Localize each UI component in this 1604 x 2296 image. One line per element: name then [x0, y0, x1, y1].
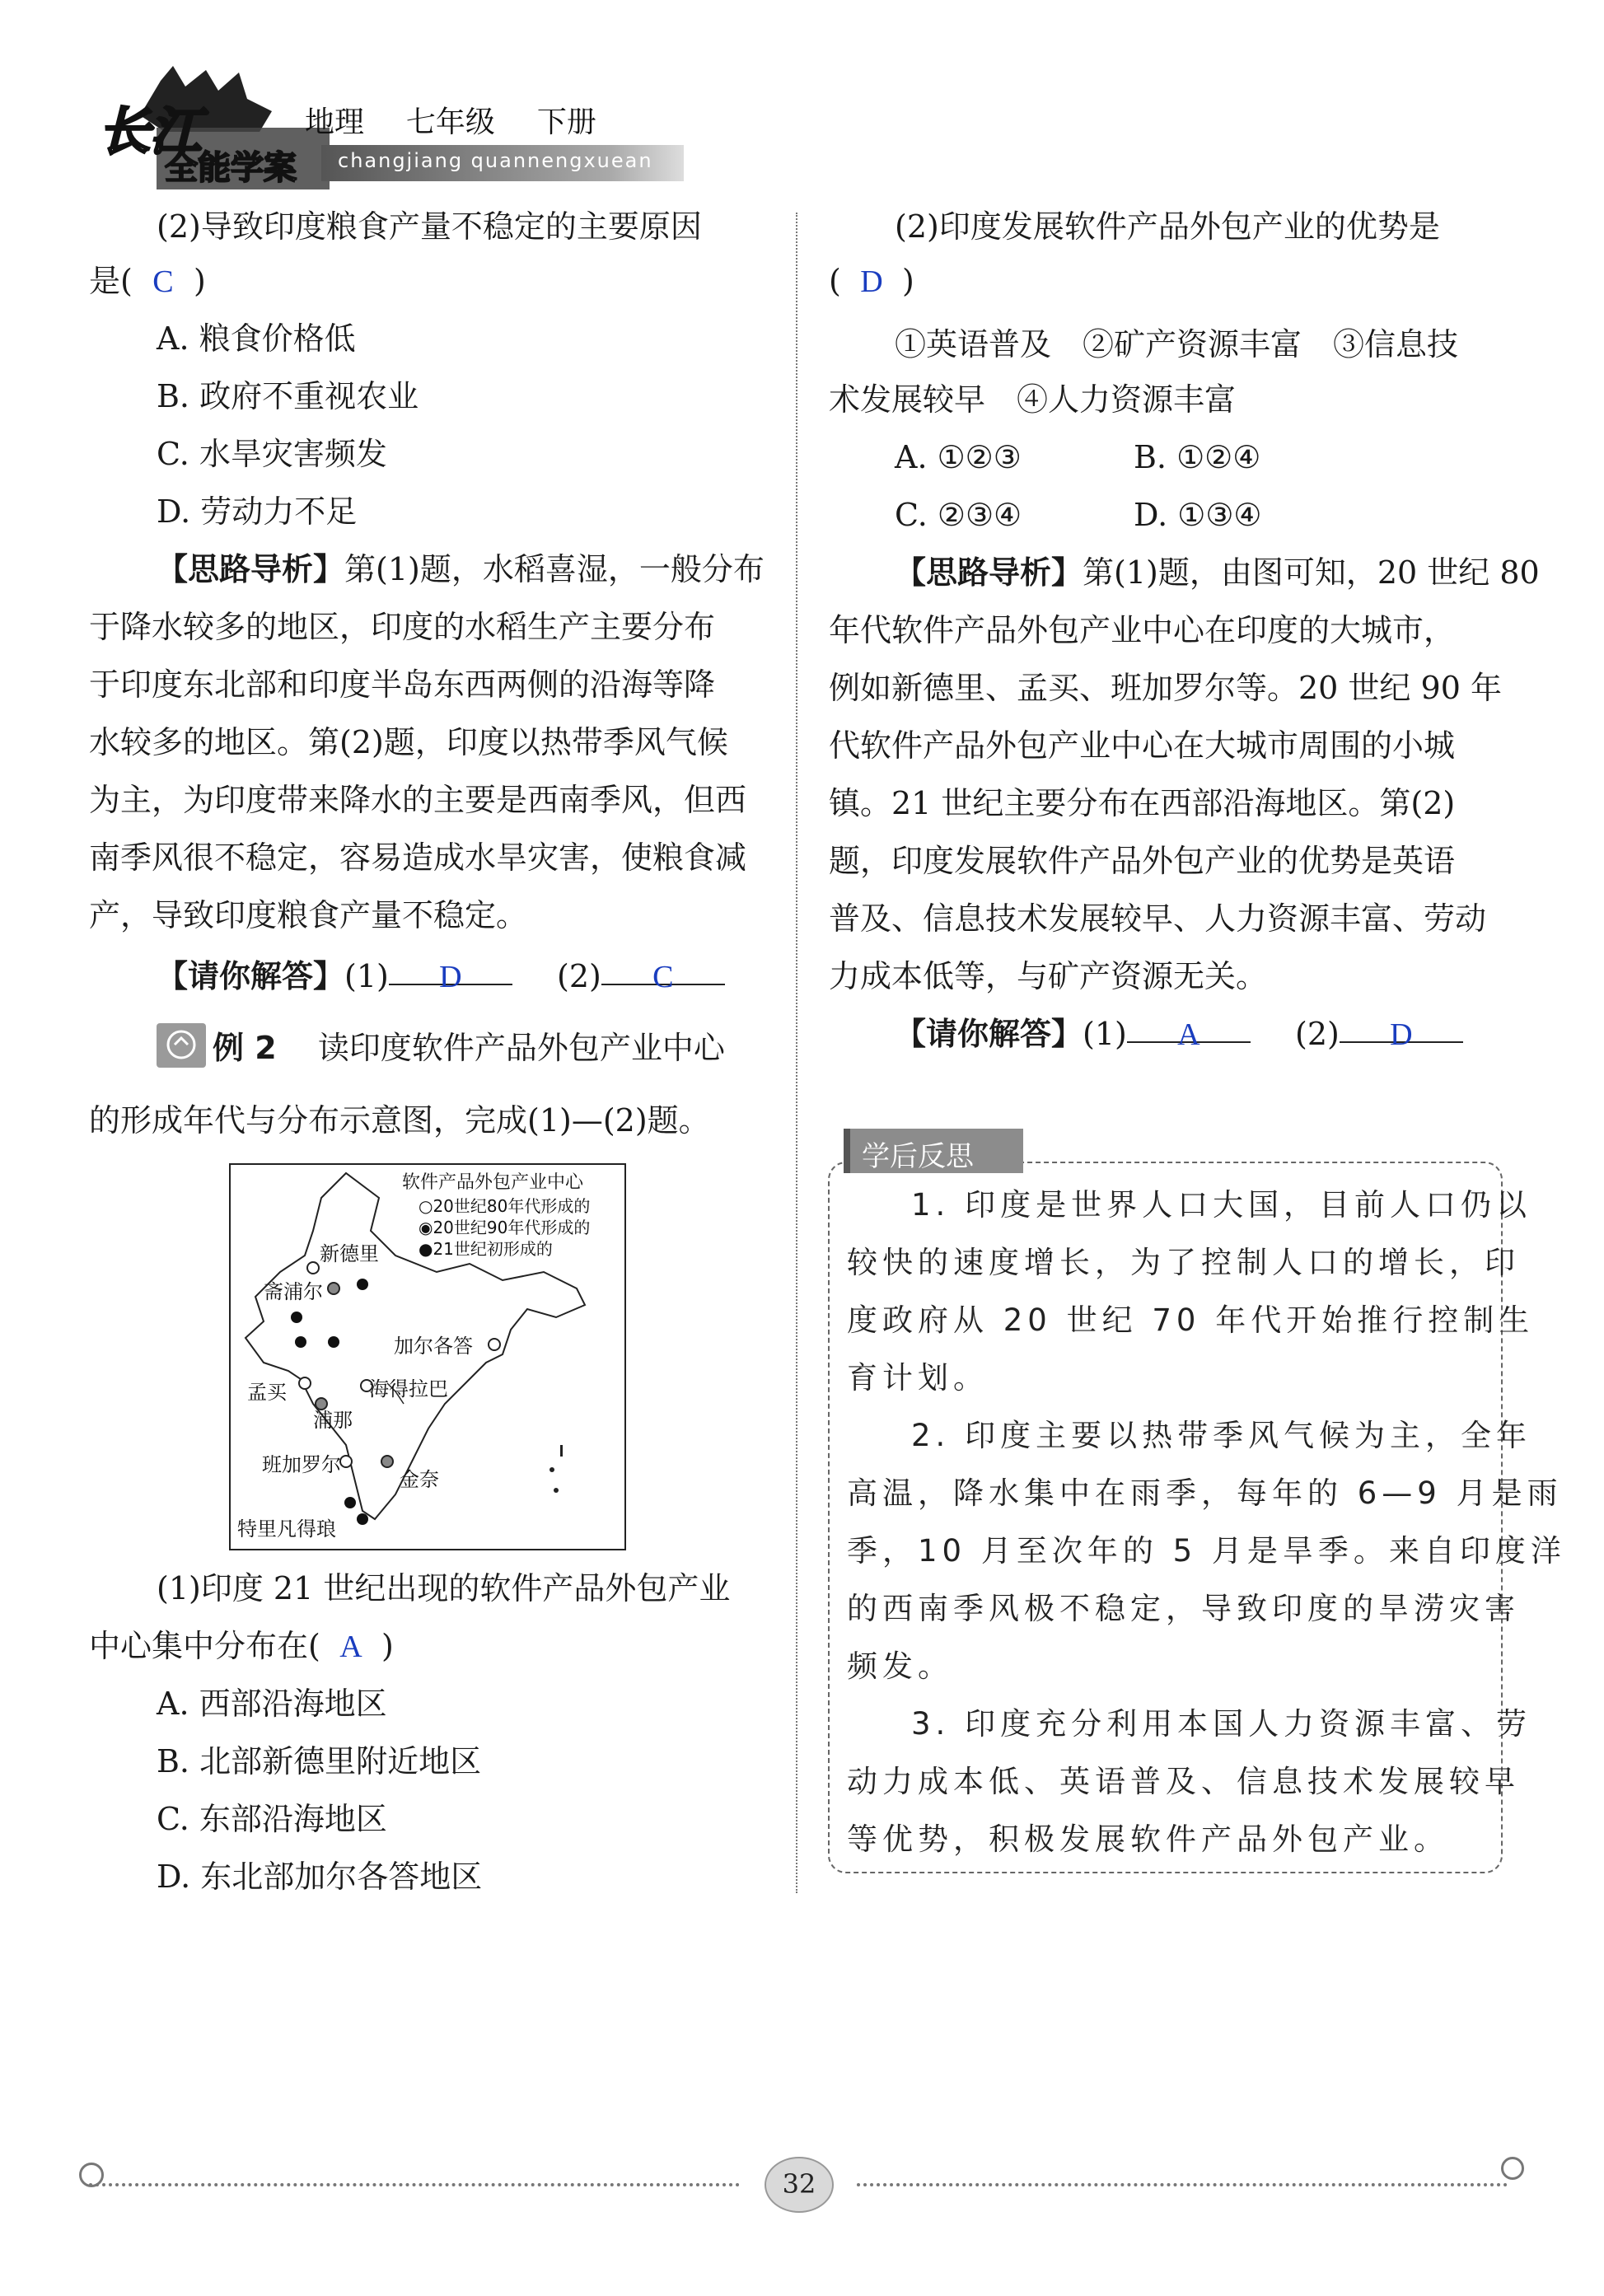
reflection-line0: 1. 印度是世界人口大国，目前人口仍以 — [911, 1187, 1532, 1223]
right-analysis-line5: 题，印度发展软件产品外包产业的优势是英语 — [829, 843, 1456, 879]
map-label-trivandrum: 特里凡得琅 — [237, 1517, 336, 1541]
left-analysis-tag: 【思路导析】 — [157, 551, 345, 587]
city-marker-21c-4 — [328, 1336, 339, 1348]
right-q2-option-d: D. ①③④ — [1134, 497, 1262, 533]
map-label-bangalore: 班加罗尔 — [262, 1453, 341, 1476]
left-q1-option-d: D. 东北部加尔各答地区 — [157, 1859, 483, 1895]
map-label-new-delhi: 新德里 — [320, 1242, 379, 1265]
city-marker-21c-3 — [295, 1336, 306, 1348]
header-grade: 七年级 — [405, 105, 495, 139]
right-q2-stem-line2 — [829, 252, 914, 311]
column-divider — [796, 213, 797, 1893]
footer-ornament-left — [79, 2163, 104, 2187]
right-analysis-line0 — [895, 544, 1540, 601]
header-subject: 地理 — [305, 105, 365, 139]
example-line1 — [213, 1019, 725, 1077]
logo-title: 长江 — [99, 101, 202, 161]
right-analysis-line7: 力成本低等，与矿产资源无关。 — [829, 958, 1268, 994]
right-answer-1-label: (1) — [1083, 1016, 1127, 1052]
header-pinyin: changjiang quannengxuean — [338, 149, 653, 172]
left-answer-1-label: (1) — [344, 958, 389, 994]
left-q1-stem-pre: 中心集中分布在( — [89, 1628, 320, 1664]
city-marker-bangalore — [340, 1456, 352, 1467]
city-marker-chennai — [381, 1456, 393, 1467]
city-marker-jaipur — [328, 1283, 339, 1294]
right-analysis-line1: 年代软件产品外包产业中心在印度的大城市， — [829, 612, 1456, 648]
map-label-mumbai: 孟买 — [247, 1381, 287, 1404]
map-label-kolkata: 加尔各答 — [394, 1335, 473, 1358]
right-q2-option-c: C. ②③④ — [895, 497, 1022, 533]
map-label-jaipur: 斋浦尔 — [264, 1280, 323, 1303]
reflection-line4: 2. 印度主要以热带季风气候为主，全年 — [911, 1418, 1532, 1453]
reflection-line7: 的西南季风极不稳定，导致印度的旱涝灾害 — [847, 1591, 1520, 1626]
right-answer-1: A — [1177, 1017, 1200, 1052]
map-legend-21c: ●21世纪初形成的 — [419, 1239, 553, 1259]
example-label: 例 2 — [213, 1030, 277, 1066]
reflection-title-tab — [844, 1129, 1023, 1173]
left-q1-stem-line1: (1)印度 21 世纪出现的软件产品外包产业 — [157, 1570, 731, 1606]
right-q2-option-b: B. ①②④ — [1134, 439, 1261, 475]
left-q1-answer: A — [339, 1630, 362, 1664]
map-legend-90s: ◉20世纪90年代形成的 — [419, 1218, 591, 1237]
right-q2-stem-line1: (2)印度发展软件产品外包产业的优势是 — [895, 208, 1440, 245]
example-line2: 的形成年代与分布示意图，完成(1)—(2)题。 — [89, 1102, 710, 1139]
header-volume: 下册 — [536, 105, 596, 139]
right-analysis-text-0: 第(1)题，由图可知，20 世纪 80 — [1083, 554, 1540, 591]
left-analysis-line0 — [157, 540, 765, 598]
city-marker-mumbai — [299, 1377, 311, 1389]
right-analysis-line4: 镇。21 世纪主要分布在西部沿海地区。第(2) — [829, 785, 1456, 821]
left-analysis-line1: 于降水较多的地区，印度的水稻生产主要分布 — [89, 609, 716, 645]
right-answer-2: D — [1390, 1017, 1413, 1052]
example-icon — [157, 1023, 206, 1068]
right-q2-stem-pre: ( — [829, 263, 841, 299]
left-q1-option-a: A. 西部沿海地区 — [157, 1686, 387, 1722]
city-marker-21c-1 — [357, 1279, 368, 1290]
reflection-line11: 等优势，积极发展软件产品外包产业。 — [847, 1821, 1449, 1857]
left-q2-option-a: A. 粮食价格低 — [157, 320, 356, 357]
city-marker-21c-2 — [291, 1312, 302, 1323]
left-q1-stem-line2 — [89, 1617, 394, 1676]
reflection-line9: 3. 印度充分利用本国人力资源丰富、劳 — [911, 1706, 1532, 1742]
city-marker-kolkata — [489, 1339, 500, 1350]
left-q2-option-b: B. 政府不重视农业 — [157, 378, 419, 414]
page-number-badge — [765, 2157, 834, 2213]
left-analysis-line6: 产，导致印度粮食产量不稳定。 — [89, 897, 528, 933]
right-analysis-tag: 【思路导析】 — [895, 554, 1083, 591]
left-q2-answer: C — [152, 264, 174, 299]
left-answer-tag: 【请你解答】 — [157, 958, 345, 994]
right-answer-tag: 【请你解答】 — [895, 1016, 1083, 1052]
right-answer-2-label: (2) — [1295, 1016, 1340, 1052]
city-marker-trivandrum — [357, 1513, 368, 1525]
left-q2-stem-pre: 是( — [89, 263, 133, 299]
left-analysis-line4: 为主，为印度带来降水的主要是西南季风，但西 — [89, 782, 747, 818]
left-q1-option-b: B. 北部新德里附近地区 — [157, 1743, 482, 1779]
right-q2-items-line2: 术发展较早 ④人力资源丰富 — [829, 381, 1237, 418]
left-answer-2: C — [652, 960, 674, 994]
page-number: 32 — [782, 2168, 816, 2200]
right-answer-row — [895, 1005, 1463, 1063]
reflection-line5: 高温，降水集中在雨季，每年的 6—9 月是雨 — [847, 1475, 1563, 1511]
city-marker-new-delhi — [307, 1262, 319, 1274]
footer-rule-right — [857, 2183, 1508, 2186]
left-analysis-line3: 水较多的地区。第(2)题，印度以热带季风气候 — [89, 724, 728, 760]
left-q2-stem-line1: (2)导致印度粮食产量不稳定的主要原因 — [157, 208, 702, 245]
reflection-title: 学后反思 — [862, 1140, 974, 1173]
left-q2-option-d: D. 劳动力不足 — [157, 493, 358, 530]
map-legend-title: 软件产品外包产业中心 — [402, 1172, 584, 1193]
footer-rule-left — [89, 2183, 740, 2186]
left-analysis-line5: 南季风很不稳定，容易造成水旱灾害，使粮食减 — [89, 839, 747, 876]
map-legend-80s: ○20世纪80年代形成的 — [419, 1196, 591, 1216]
left-answer-2-label: (2) — [557, 958, 601, 994]
right-analysis-line2: 例如新德里、孟买、班加罗尔等。20 世纪 90 年 — [829, 670, 1502, 706]
left-q2-stem-post: ) — [194, 263, 206, 299]
city-marker-21c-5 — [344, 1497, 356, 1508]
reflection-line6: 季，10 月至次年的 5 月是旱季。来自印度洋 — [847, 1533, 1566, 1569]
right-analysis-line3: 代软件产品外包产业中心在大城市周围的小城 — [829, 727, 1456, 764]
right-q2-stem-post: ) — [902, 263, 914, 299]
left-analysis-line2: 于印度东北部和印度半岛东西两侧的沿海等降 — [89, 666, 716, 703]
left-q2-stem-line2 — [89, 252, 206, 311]
right-q2-items-line1: ①英语普及 ②矿产资源丰富 ③信息技 — [895, 326, 1459, 362]
reflection-line3: 育计划。 — [847, 1360, 989, 1396]
map-label-chennai: 金奈 — [400, 1468, 439, 1491]
reflection-line8: 频发。 — [847, 1648, 953, 1684]
map-label-hyderabad: 海得拉巴 — [369, 1377, 448, 1401]
left-q1-stem-post: ) — [381, 1628, 394, 1664]
right-q2-option-a: A. ①②③ — [895, 439, 1022, 475]
left-answer-row — [157, 947, 725, 1005]
map-label-pune: 浦那 — [313, 1409, 353, 1432]
left-q2-option-c: C. 水旱灾害频发 — [157, 436, 387, 472]
reflection-line1: 较快的速度增长，为了控制人口的增长，印 — [847, 1245, 1520, 1280]
header — [82, 66, 692, 198]
reflection-line2: 度政府从 20 世纪 70 年代开始推行控制生 — [847, 1302, 1535, 1338]
footer-ornament-right — [1501, 2157, 1524, 2180]
reflection-line10: 动力成本低、英语普及、信息技术发展较早 — [847, 1764, 1520, 1799]
right-analysis-line6: 普及、信息技术发展较早、人力资源丰富、劳动 — [829, 900, 1487, 937]
india-map — [229, 1163, 626, 1550]
left-answer-1: D — [439, 960, 462, 994]
left-analysis-text-0: 第(1)题，水稻喜湿，一般分布 — [344, 551, 765, 587]
example-text-1: 读印度软件产品外包产业中心 — [317, 1030, 725, 1066]
logo-subtitle: 全能学案 — [165, 149, 297, 187]
logo — [82, 66, 330, 194]
left-q1-option-c: C. 东部沿海地区 — [157, 1801, 387, 1837]
right-q2-answer: D — [860, 264, 883, 299]
